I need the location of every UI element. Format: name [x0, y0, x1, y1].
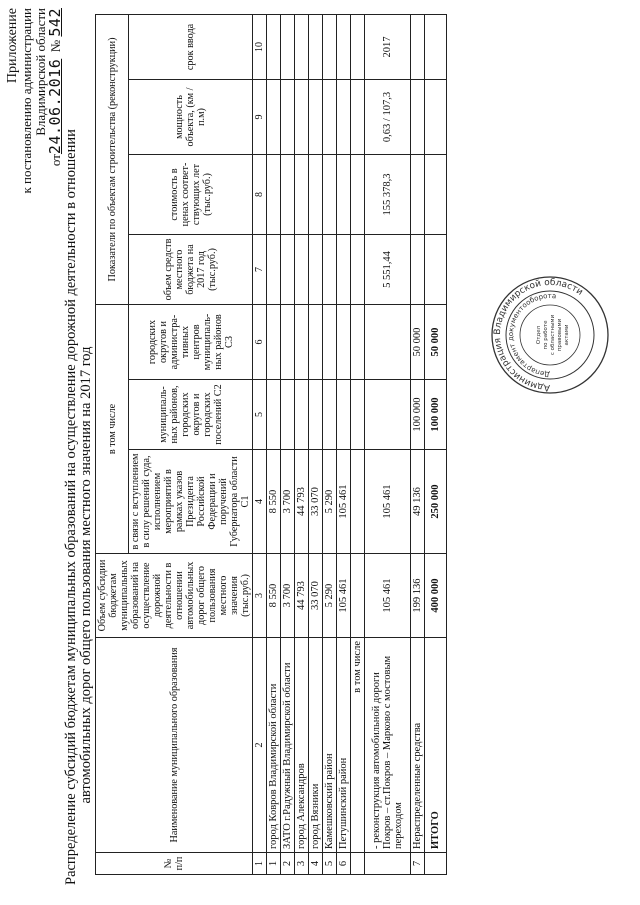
row-c1: 5 290	[323, 450, 337, 554]
row-capacity	[295, 80, 309, 155]
sub-row-c3	[365, 305, 411, 380]
row-c1: 105 461	[337, 450, 351, 554]
row-c2	[295, 380, 309, 450]
row-c1: 44 793	[295, 450, 309, 554]
row-name: ЗАТО г.Радужный Владимирской области	[281, 638, 295, 853]
row-c2	[267, 380, 281, 450]
svg-text:Отдел: Отдел	[536, 325, 542, 345]
table-row	[337, 14, 351, 874]
row-name: Нераспределенные средства	[411, 638, 425, 853]
row-name: Петушинский район	[337, 638, 351, 853]
date-prefix: от	[48, 154, 63, 167]
document-number: 542	[46, 8, 64, 37]
row-term	[323, 14, 337, 79]
svg-text:с областными: с областными	[550, 314, 556, 356]
appendix-line1: к постановлению администрации	[19, 8, 34, 194]
total-c3: 50 000	[425, 305, 447, 380]
row-local-budget	[337, 235, 351, 305]
row-c1: 49 136	[411, 450, 425, 554]
row-cost	[267, 155, 281, 235]
header-term: срок ввода	[129, 14, 253, 79]
col-number: 4	[253, 450, 267, 554]
header-num: № п/п	[96, 853, 253, 875]
header-including: в том числе	[96, 305, 129, 554]
header-name: Наименование муниципального образования	[96, 638, 253, 853]
sub-row-reconstruction	[365, 14, 411, 874]
row-term	[337, 14, 351, 79]
column-number-row	[253, 14, 267, 874]
header-c1: в связи с вступлением в силу решений суда, исполнением мероприятий в рамках указов Президента Российской Федерации и поручений Губернатора области С1	[129, 450, 253, 554]
row-c3	[323, 305, 337, 380]
row-num: 1	[267, 853, 281, 875]
sub-row-c2	[365, 380, 411, 450]
row-c3	[281, 305, 295, 380]
header-capacity: мощность объекта, (км / п.м)	[129, 80, 253, 155]
row-volume: 199 136	[411, 554, 425, 638]
row-volume: 105 461	[337, 554, 351, 638]
table-cell	[411, 155, 425, 235]
sub-row-term: 2017	[365, 14, 411, 79]
including-label: в том числе	[351, 638, 365, 853]
row-num: 4	[309, 853, 323, 875]
header-c2: муниципаль-ных районов, городских округов и городских поселений С2	[129, 380, 253, 450]
table-row	[281, 14, 295, 874]
table-cell	[351, 155, 365, 235]
official-stamp-icon	[490, 275, 610, 395]
sub-row-name: - реконструкция автомобильной дороги Покров – ст.Покров – Марково с мостовым переходом	[365, 638, 411, 853]
row-c3: 50 000	[411, 305, 425, 380]
header-volume: Объем субсидии бюджетам муниципальных образований на осуществление дорожной деятельности в отношении автомобильных дорог общего пользования местного значения (тыс.руб.)	[96, 554, 253, 638]
row-local-budget	[295, 235, 309, 305]
row-num: 2	[281, 853, 295, 875]
row-local-budget	[267, 235, 281, 305]
appendix-title: Приложение	[5, 8, 20, 84]
table-cell	[351, 80, 365, 155]
table-cell	[351, 14, 365, 79]
col-number: 1	[253, 853, 267, 875]
row-c3	[309, 305, 323, 380]
document-title-line2: автомобильных дорог общего пользования местного значения на 2017 год	[78, 346, 94, 804]
row-num: 3	[295, 853, 309, 875]
document-date: 24.06.2016	[46, 58, 64, 155]
row-c2	[323, 380, 337, 450]
row-capacity	[309, 80, 323, 155]
row-cost	[295, 155, 309, 235]
col-number: 8	[253, 155, 267, 235]
row-c1: 33 070	[309, 450, 323, 554]
subsidy-table	[95, 14, 447, 875]
row-volume: 5 290	[323, 554, 337, 638]
table-cell	[351, 450, 365, 554]
row-capacity	[323, 80, 337, 155]
row-c3	[267, 305, 281, 380]
row-c3	[295, 305, 309, 380]
table-cell	[351, 305, 365, 380]
row-volume: 33 070	[309, 554, 323, 638]
col-number: 10	[253, 14, 267, 79]
sub-row-local-budget: 5 551,44	[365, 235, 411, 305]
row-name: город Александров	[295, 638, 309, 853]
row-c2	[337, 380, 351, 450]
table-row	[309, 14, 323, 874]
row-cost	[323, 155, 337, 235]
header-c3: городских округов и администра-тивных центров муниципаль-ных районов С3	[129, 305, 253, 380]
svg-text:актами: актами	[564, 324, 570, 346]
sub-row-c1: 105 461	[365, 450, 411, 554]
table-cell	[411, 80, 425, 155]
row-num: 6	[337, 853, 351, 875]
row-c2: 100 000	[411, 380, 425, 450]
row-cost	[281, 155, 295, 235]
table-body	[267, 14, 351, 874]
row-c2	[309, 380, 323, 450]
total-c1: 250 000	[425, 450, 447, 554]
row-capacity	[337, 80, 351, 155]
sub-row-cost: 155 378,3	[365, 155, 411, 235]
table-cell	[425, 235, 447, 305]
header-indicators: Показатели по объектам строительства (реконструкции)	[96, 14, 129, 304]
col-number: 7	[253, 235, 267, 305]
row-local-budget	[323, 235, 337, 305]
row-volume: 3 700	[281, 554, 295, 638]
row-c1: 8 550	[267, 450, 281, 554]
document-title-line1: Распределение субсидий бюджетам муниципальных образований на осуществление дорожной деятельности в отношении	[63, 129, 79, 885]
table-cell	[365, 853, 411, 875]
table-cell	[351, 853, 365, 875]
table-cell	[411, 14, 425, 79]
table-cell	[351, 235, 365, 305]
svg-text:по работе: по работе	[543, 320, 549, 350]
row-volume: 8 550	[267, 554, 281, 638]
table-cell	[351, 554, 365, 638]
table-cell	[351, 380, 365, 450]
table-cell	[411, 235, 425, 305]
row-cost	[309, 155, 323, 235]
table-cell	[425, 155, 447, 235]
svg-text:правовыми: правовыми	[557, 318, 563, 352]
sub-row-volume: 105 461	[365, 554, 411, 638]
col-number: 3	[253, 554, 267, 638]
header-local-budget: объем средств местного бюджета на 2017 год (тыс.руб.)	[129, 235, 253, 305]
row-capacity	[281, 80, 295, 155]
total-volume: 400 000	[425, 554, 447, 638]
row-local-budget	[281, 235, 295, 305]
table-row	[295, 14, 309, 874]
row-c2	[281, 380, 295, 450]
table-row	[267, 14, 281, 874]
row-num: 7	[411, 853, 425, 875]
row-name: город Ковров Владимирской области	[267, 638, 281, 853]
row-name: город Вязники	[309, 638, 323, 853]
appendix-line2: Владимирской области	[33, 8, 48, 136]
col-number: 6	[253, 305, 267, 380]
number-prefix: №	[48, 39, 63, 53]
row-volume: 44 793	[295, 554, 309, 638]
row-local-budget	[309, 235, 323, 305]
row-term	[267, 14, 281, 79]
total-label: ИТОГО	[425, 638, 447, 853]
row-term	[281, 14, 295, 79]
sub-row-capacity: 0,63 / 107,3	[365, 80, 411, 155]
table-cell	[425, 80, 447, 155]
row-term	[295, 14, 309, 79]
col-number: 5	[253, 380, 267, 450]
row-capacity	[267, 80, 281, 155]
row-total	[425, 14, 447, 874]
total-c2: 100 000	[425, 380, 447, 450]
appendix-date-line	[48, 8, 63, 208]
row-term	[309, 14, 323, 79]
header-cost: стоимость в ценах соответ-ствующих лет (тыс.руб.)	[129, 155, 253, 235]
svg-text:Администрация Владимирской обл: Администрация Владимирской области	[492, 277, 585, 393]
row-num: 5	[323, 853, 337, 875]
document-title	[63, 129, 94, 885]
svg-text:Департамент документооборота: Департамент документооборота	[506, 291, 557, 379]
table-row	[323, 14, 337, 874]
appendix-block	[6, 8, 63, 208]
row-name: Камешковский район	[323, 638, 337, 853]
table-cell	[425, 853, 447, 875]
col-number: 9	[253, 80, 267, 155]
row-c1: 3 700	[281, 450, 295, 554]
row-c3	[337, 305, 351, 380]
including-row	[351, 14, 365, 874]
col-number: 2	[253, 638, 267, 853]
row-cost	[337, 155, 351, 235]
table-cell	[425, 14, 447, 79]
row-unallocated	[411, 14, 425, 874]
